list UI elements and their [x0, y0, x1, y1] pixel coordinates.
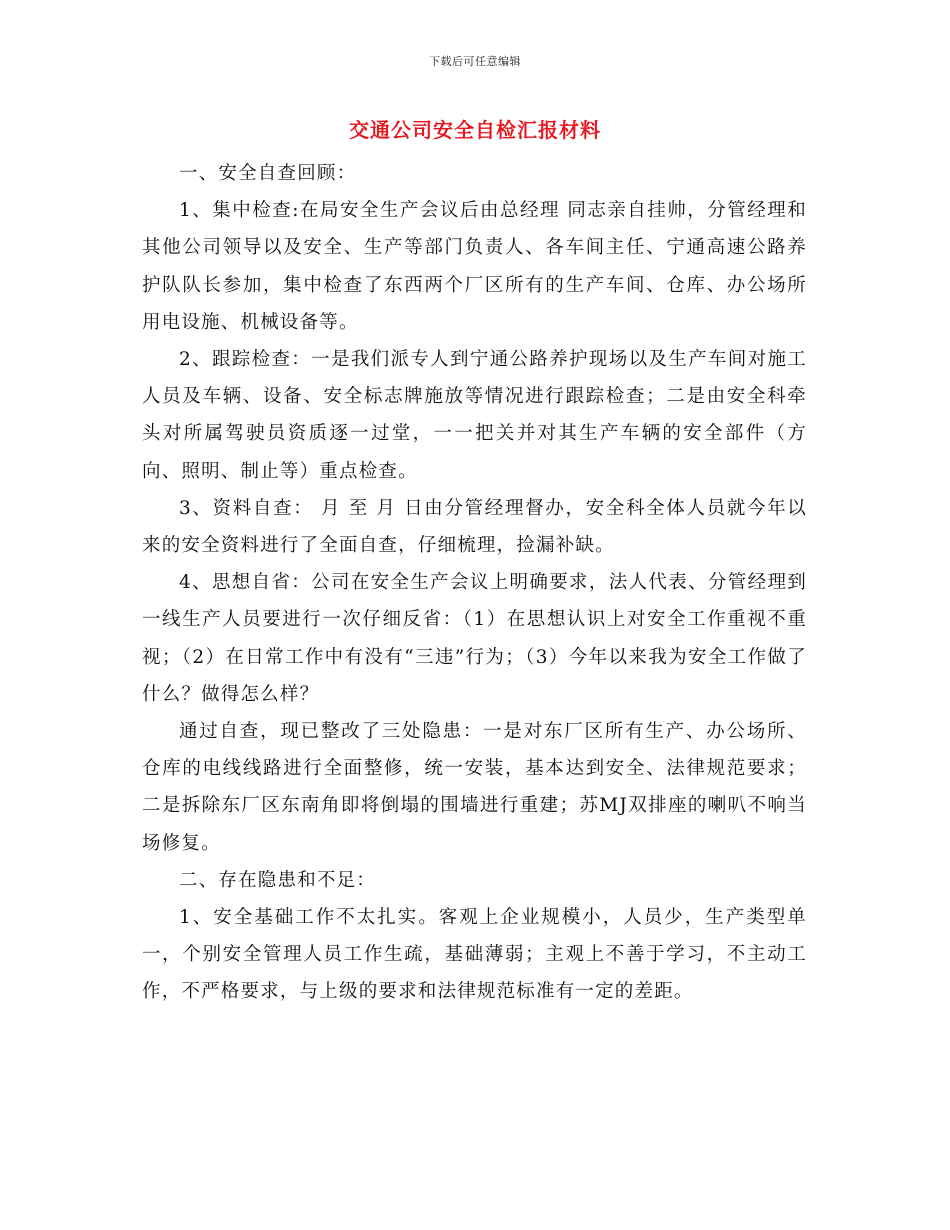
section-heading-review: 一、安全自查回顾： — [179, 163, 357, 184]
paragraph-centralized-inspection: 1、集中检查:在局安全生产会议后由总经理 同志亲自挂帅，分管经理和其他公司领导以及安全、生产等部门负责人、各车间主任、宁通高速公路养护队队长参加，集中检查了东西两个厂区所有的生产车间、仓库、办公场所用电设施、机械设备等。 — [142, 200, 807, 333]
section-heading-hazards: 二、存在隐患和不足： — [179, 869, 377, 891]
paragraph-self-reflection: 4、思想自省：公司在安全生产会议上明确要求，法人代表、分管经理到一线生产人员要进行一次仔细反省：（1）在思想认识上对安全工作重视不重视；（2）在日常工作中有没有“三违”行为；（3）今年以来我为安全工作做了什么？做得怎么样？ — [142, 572, 807, 705]
header-note: 下载后可任意编辑 — [429, 55, 521, 68]
paragraph-rectification: 通过自查，现已整改了三处隐患：一是对东厂区所有生产、办公场所、仓库的电线线路进行全面整修，统一安装，基本达到安全、法律规范要求；二是拆除东厂区东南角即将倒塌的围墙进行重建；苏MJ双排座的喇叭不响当场修复。 — [142, 721, 807, 854]
paragraph-foundation-work: 1、安全基础工作不太扎实。客观上企业规模小，人员少，生产类型单一，个别安全管理人员工作生疏，基础薄弱；主观上不善于学习，不主动工作，不严格要求，与上级的要求和法律规范标准有一定的差距。 — [142, 907, 807, 1003]
document-body — [142, 155, 807, 1011]
paragraph-document-self-check: 3、资料自查： 月 至 月 日由分管经理督办，安全科全体人员就今年以来的安全资料进行了全面自查，仔细梳理，捡漏补缺。 — [142, 497, 807, 557]
document-title: 交通公司安全自检汇报材料 — [349, 118, 601, 142]
paragraph-tracking-inspection: 2、跟踪检查：一是我们派专人到宁通公路养护现场以及生产车间对施工人员及车辆、设备、安全标志牌施放等情况进行跟踪检查；二是由安全科牵头对所属驾驶员资质逐一过堂，一一把关并对其生产车辆的安全部件（方向、照明、制止等）重点检查。 — [142, 349, 807, 482]
